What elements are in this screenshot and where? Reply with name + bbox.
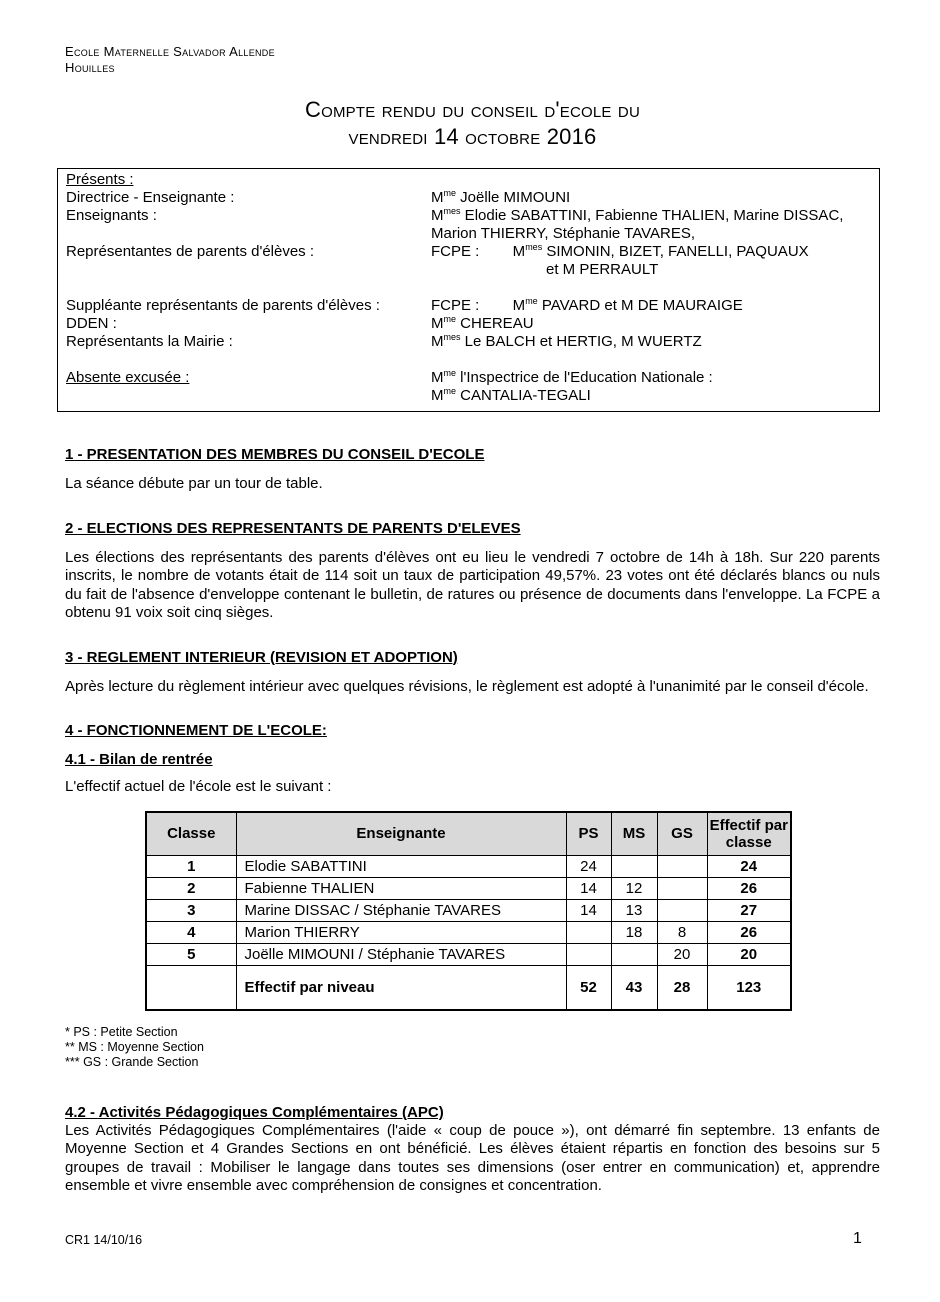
attendee-role-label: Directrice - Enseignante :	[66, 189, 235, 206]
superscript: me	[443, 368, 457, 378]
cell-classe: 3	[146, 899, 236, 921]
section-1-heading: 1 - PRESENTATION DES MEMBRES DU CONSEIL D'ECOLE	[65, 446, 485, 463]
attendee-line: FCPE : $M^{me}$ PAVARD et M DE MAURAIGE	[431, 296, 743, 314]
section-3-heading: 3 - REGLEMENT INTERIEUR (REVISION ET ADOPTION)	[65, 648, 458, 666]
superscript: me	[525, 296, 538, 306]
cell-ms	[611, 855, 657, 877]
attendee-value	[431, 297, 871, 315]
cell-ms: 12	[611, 877, 657, 899]
footnote-ps: * PS : Petite Section	[65, 1024, 178, 1039]
header-enseignante: Enseignante	[236, 812, 566, 856]
cell-gs: 20	[657, 943, 707, 965]
cell-gs	[657, 855, 707, 877]
table-row	[146, 899, 791, 921]
header-classe: Classe	[146, 812, 236, 856]
attendee-row-absente-excusee	[66, 369, 871, 405]
section-3-paragraph: Après lecture du règlement intérieur avec quelques révisions, le règlement est adopté à l'unanimité par le conseil d'école.	[65, 677, 869, 695]
attendees-box	[57, 168, 880, 412]
attendee-value	[431, 369, 871, 405]
cell-ps: 14	[566, 877, 611, 899]
attendee-role-label: Représentantes de parents d'élèves :	[66, 243, 315, 260]
page-number: 1	[853, 1230, 862, 1247]
school-header	[65, 44, 880, 76]
superscript: mes	[525, 242, 543, 252]
cell-total: 26	[707, 921, 791, 943]
header-effectif-classe: Effectif par classe	[707, 812, 791, 856]
title-line-1: Compte rendu du conseil d'ecole du	[305, 97, 640, 122]
cell-classe: 1	[146, 855, 236, 877]
section-1-paragraph: La séance débute par un tour de table.	[65, 475, 323, 492]
cell-total: 27	[707, 899, 791, 921]
table-total-row	[146, 965, 791, 1010]
attendee-line: $M^{me}$ Joëlle MIMOUNI	[431, 188, 571, 206]
cell-enseignante: Marion THIERRY	[236, 921, 566, 943]
cell-classe-empty	[146, 965, 236, 1010]
cell-total: 20	[707, 943, 791, 965]
attendee-role-label: Absente excusée :	[66, 369, 190, 386]
cell-total: 24	[707, 855, 791, 877]
presents-heading: Présents :	[66, 171, 134, 188]
cell-classe: 2	[146, 877, 236, 899]
cell-enseignante: Fabienne THALIEN	[236, 877, 566, 899]
cell-gs-total: 28	[657, 965, 707, 1010]
cell-classe: 5	[146, 943, 236, 965]
attendee-value	[431, 189, 871, 207]
spacer	[66, 279, 871, 297]
cell-ms-total: 43	[611, 965, 657, 1010]
cell-classe: 4	[146, 921, 236, 943]
section-2-heading: 2 - ELECTIONS DES REPRESENTANTS DE PARENTS D'ELEVES	[65, 519, 521, 537]
table-footnotes	[65, 1025, 880, 1070]
cell-grand-total: 123	[707, 965, 791, 1010]
header-ps: PS	[566, 812, 611, 856]
superscript: mes	[443, 332, 461, 342]
section-4-heading: 4 - FONCTIONNEMENT DE L'ECOLE:	[65, 722, 327, 739]
header-gs: GS	[657, 812, 707, 856]
header-ms: MS	[611, 812, 657, 856]
effectifs-table	[145, 811, 792, 1011]
cell-ps: 14	[566, 899, 611, 921]
attendee-value	[431, 243, 871, 279]
table-header-row	[146, 812, 791, 856]
superscript: mes	[443, 206, 461, 216]
attendee-row-dden	[66, 315, 871, 333]
table-row	[146, 855, 791, 877]
cell-enseignante: Marine DISSAC / Stéphanie TAVARES	[236, 899, 566, 921]
title-line-2: vendredi 14 octobre 2016	[348, 124, 597, 149]
attendee-value	[431, 315, 871, 333]
attendee-value	[431, 333, 871, 351]
attendee-line: $M^{mes}$ Le BALCH et HERTIG, M WUERTZ	[431, 332, 702, 350]
attendee-line: $M^{me}$ CHEREAU	[431, 314, 534, 332]
document-title	[65, 96, 880, 150]
attendee-line: $M^{me}$ CANTALIA-TEGALI	[431, 386, 591, 404]
attendee-role-label: DDEN :	[66, 315, 117, 332]
table-row	[146, 921, 791, 943]
school-city: Houilles	[65, 60, 115, 75]
cell-ps	[566, 921, 611, 943]
table-row	[146, 943, 791, 965]
section-4-2-heading: 4.2 - Activités Pédagogiques Complémentaires (APC)	[65, 1103, 444, 1121]
school-name: Ecole Maternelle Salvador Allende	[65, 44, 275, 59]
cell-ps-total: 52	[566, 965, 611, 1010]
footer-reference: CR1 14/10/16	[65, 1233, 143, 1247]
attendee-row-representantes-parents	[66, 243, 871, 279]
cell-ms	[611, 943, 657, 965]
section-4-2-paragraph: Les Activités Pédagogiques Complémentaires (l'aide « coup de pouce »), ont démarré fin septembre. 13 enfants de Moyenne Section et 4 Grandes Sections en ont bénéficié. Les élèves étaient répartis en fonction des besoins sur 5 groupes de travail : Mobiliser le langage dans toutes ses dimensions (oser entrer en communication) et, apprendre ensemble et vivre ensemble avec compréhension de consignes et concentration.	[65, 1121, 880, 1194]
cell-enseignante: Elodie SABATTINI	[236, 855, 566, 877]
attendee-row-enseignants	[66, 207, 871, 243]
attendee-role-label: Représentants la Mairie :	[66, 333, 233, 350]
attendee-line: Marion THIERRY, Stéphanie TAVARES,	[431, 225, 696, 242]
cell-enseignante: Joëlle MIMOUNI / Stéphanie TAVARES	[236, 943, 566, 965]
cell-gs: 8	[657, 921, 707, 943]
cell-ps: 24	[566, 855, 611, 877]
footnote-gs: *** GS : Grande Section	[65, 1054, 199, 1069]
section-4-1-heading: 4.1 - Bilan de rentrée	[65, 751, 213, 768]
superscript: me	[443, 386, 457, 396]
attendee-role-label: Enseignants :	[66, 207, 157, 224]
attendee-row-directrice	[66, 189, 871, 207]
superscript: me	[443, 314, 457, 324]
spacer	[66, 351, 871, 369]
table-row	[146, 877, 791, 899]
cell-total: 26	[707, 877, 791, 899]
cell-ms: 13	[611, 899, 657, 921]
cell-gs	[657, 877, 707, 899]
attendee-value	[431, 207, 871, 243]
superscript: me	[443, 188, 457, 198]
attendee-line: $M^{mes}$ Elodie SABATTINI, Fabienne THALIEN, Marine DISSAC,	[431, 206, 844, 224]
attendee-line: et M PERRAULT	[546, 261, 659, 278]
attendee-row-suppleante	[66, 297, 871, 315]
attendee-role-label: Suppléante représentants de parents d'élèves :	[66, 297, 380, 314]
cell-ps	[566, 943, 611, 965]
attendee-line: $M^{me}$ l'Inspectrice de l'Education Nationale :	[431, 368, 713, 386]
attendee-line: FCPE : $M^{mes}$ SIMONIN, BIZET, FANELLI, PAQUAUX	[431, 242, 809, 260]
cell-gs	[657, 899, 707, 921]
cell-ms: 18	[611, 921, 657, 943]
attendee-row-mairie	[66, 333, 871, 351]
cell-total-label: Effectif par niveau	[236, 965, 566, 1010]
section-4-1-paragraph: L'effectif actuel de l'école est le suivant :	[65, 778, 332, 795]
section-2-paragraph: Les élections des représentants des parents d'élèves ont eu lieu le vendredi 7 octobre de 14h à 18h. Sur 220 parents inscrits, le nombre de votants était de 114 soit un taux de participation 49,57%. 23 votes ont été déclarés blancs ou nuls du fait de l'absence d'enveloppe contenant le bulletin, de ratures ou présence de documents dans l'enveloppe. La FCPE a obtenu 91 voix soit cinq sièges.	[65, 548, 880, 621]
footnote-ms: ** MS : Moyenne Section	[65, 1039, 204, 1054]
